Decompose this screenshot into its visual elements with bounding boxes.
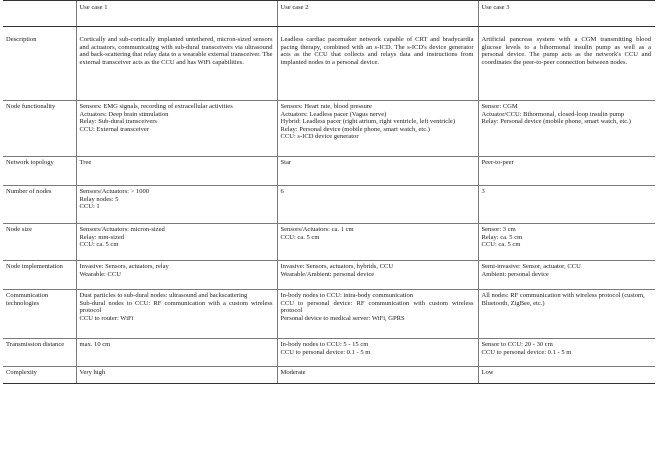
- cell-use-case-2: [277, 157, 478, 186]
- row-label: Complexity: [3, 367, 76, 384]
- cell-line: Very high: [79, 369, 106, 376]
- cell-use-case-3: [478, 224, 655, 261]
- cell-use-case-1: [76, 157, 277, 186]
- cell-line: Peer-to-peer: [481, 159, 514, 166]
- cell-use-case-2: [277, 224, 478, 261]
- cell-use-case-3: [478, 186, 655, 224]
- cell-line: In-body nodes to CCU: intra-body communication: [280, 292, 414, 299]
- cell-line: Wearable: CCU: [79, 270, 121, 278]
- cell-line: Moderate: [280, 369, 306, 376]
- cell-line: CCU to personal device: 0.1 - 5 m: [280, 348, 371, 356]
- cell-line: Sensors: Heart rate, blood pressure: [280, 103, 372, 110]
- cell-line: Artificial pancreas system with a CGM transmitting blood glucose levels to a bihormonal insulin pump as well as a personal device. The pump acts as the network's CCU and coordinates the peer-to-peer connection between nodes.: [481, 36, 651, 66]
- cell-line: Relay: Sub-dural transceivers: [79, 118, 157, 126]
- cell-line: CCU to router: WiFi: [79, 314, 134, 322]
- cell-line: Relay: Personal device (mobile phone, smart watch, etc.): [280, 125, 430, 133]
- table-row-network-topology: [3, 157, 655, 186]
- cell-use-case-1: [76, 339, 277, 367]
- cell-line: Dust particles to sub-dural nodes: ultrasound and backscattering: [79, 292, 248, 299]
- cell-line: Tree: [79, 159, 92, 166]
- cell-use-case-3: [478, 261, 655, 290]
- table-body: [3, 27, 655, 384]
- table-row-node-implementation: [3, 261, 655, 290]
- table-row-complexity: [3, 367, 655, 384]
- cell-line: Relay: ca. 5 cm: [481, 233, 523, 241]
- cell-line: Hybrid: Leadless pacer (right atrium, right ventricle, left ventricle): [280, 118, 456, 126]
- cell-line: Semi-invasive: Sensor, actuator, CCU: [481, 263, 581, 270]
- use-case-comparison-table: [3, 0, 655, 384]
- cell-line: Actuator/CCU: Bihormonal, closed-loop insulin pump: [481, 110, 625, 118]
- cell-line: Sensors/Actuators: ca. 1 cm: [280, 226, 354, 233]
- cell-line: Actuators: Leadless pacer (Vagus nerve): [280, 110, 387, 118]
- cell-line: Actuators: Deep brain stimulation: [79, 110, 169, 118]
- cell-line: Star: [280, 159, 292, 166]
- cell-line: Ambient: personal device: [481, 270, 549, 278]
- cell-use-case-3: [478, 101, 655, 157]
- cell-line: Leadless cardiac pacemaker network capable of CRT and bradycardia pacing therapy, combined with an s-ICD. The s-ICD's device generator acts as the CCU that collects and relays data and instructions from implanted nodes to a personal device.: [280, 36, 474, 66]
- cell-line: Invasive: Sensors, actuators, hybrids, CCU: [280, 263, 394, 270]
- cell-use-case-1: [76, 261, 277, 290]
- cell-use-case-2: [277, 367, 478, 384]
- cell-use-case-1: [76, 186, 277, 224]
- header-use-case-1: Use case 1: [76, 1, 277, 27]
- cell-line: Sensors/Actuators: micron-sized: [79, 226, 165, 233]
- cell-line: Sensor: 3 cm: [481, 226, 516, 233]
- cell-use-case-2: [277, 27, 478, 101]
- cell-line: Sensor: CGM: [481, 103, 518, 110]
- cell-line: Sensor to CCU: 20 - 30 cm: [481, 341, 553, 348]
- cell-line: CCU to personal device: RF communication with custom wireless protocol: [280, 299, 474, 315]
- cell-line: Cortically and sub-cortically implanted untethered, micron-sized sensors and actuators, communicating with sub-dural transceivers via ultrasound and back-scattering that relay data to a wearable external transceiver. The external transceiver acts as the CCU and has WiFi capabilities.: [79, 36, 273, 66]
- cell-use-case-1: [76, 224, 277, 261]
- table-header: [3, 1, 655, 27]
- cell-use-case-3: [478, 27, 655, 101]
- row-label: Description: [6, 36, 37, 43]
- table-row-node-size: [3, 224, 655, 261]
- cell-use-case-1: [76, 101, 277, 157]
- cell-line: CCU: 1: [79, 203, 100, 211]
- cell-line: In-body nodes to CCU: 5 - 15 cm: [280, 341, 369, 348]
- cell-line: 3: [481, 188, 485, 195]
- cell-use-case-3: [478, 367, 655, 384]
- header-corner-cell: [3, 1, 76, 27]
- row-label: Node functionality: [3, 101, 76, 157]
- header-use-case-3: Use case 3: [478, 1, 655, 27]
- cell-use-case-2: [277, 261, 478, 290]
- table-row-transmission-distance: [3, 339, 655, 367]
- cell-line: 6: [280, 188, 284, 195]
- table-row-communication-technologies: [3, 290, 655, 339]
- cell-use-case-3: [478, 339, 655, 367]
- cell-line: Relay: Personal device (mobile phone, smart watch, etc.): [481, 118, 631, 126]
- row-label: Node implementation: [3, 261, 76, 290]
- cell-line: Low: [481, 369, 494, 376]
- cell-line: Relay: mm-sized: [79, 233, 125, 241]
- header-use-case-2: Use case 2: [277, 1, 478, 27]
- row-label: Communication technologies: [3, 290, 76, 339]
- cell-line: CCU: ca. 5 cm: [280, 233, 320, 241]
- cell-use-case-2: [277, 101, 478, 157]
- comparison-table-container: [3, 0, 655, 384]
- cell-line: Wearable/Ambient: personal device: [280, 270, 375, 278]
- cell-line: Personal device to medical server: WiFi, GPRS: [280, 314, 405, 322]
- cell-line: CCU: ca. 5 cm: [481, 241, 521, 249]
- cell-line: max. 10 cm: [79, 341, 111, 348]
- table-row-number-of-nodes: [3, 186, 655, 224]
- cell-use-case-2: [277, 186, 478, 224]
- row-label: Node size: [3, 224, 76, 261]
- cell-use-case-2: [277, 290, 478, 339]
- cell-line: Sensors: EMG signals, recording of extracellular activities: [79, 103, 233, 110]
- cell-line: Sensors/Actuators: > 1000: [79, 188, 150, 195]
- cell-line: CCU: ca. 5 cm: [79, 241, 119, 249]
- cell-use-case-2: [277, 339, 478, 367]
- cell-use-case-3: [478, 290, 655, 339]
- cell-use-case-1: [76, 367, 277, 384]
- cell-line: CCU: External transceiver: [79, 125, 149, 133]
- cell-use-case-1: [76, 27, 277, 101]
- cell-line: Relay nodes: 5: [79, 195, 119, 203]
- cell-use-case-3: [478, 157, 655, 186]
- row-label: Network topology: [3, 157, 76, 186]
- cell-line: Invasive: Sensors, actuators, relay: [79, 263, 169, 270]
- row-label: Transmission distance: [3, 339, 76, 367]
- cell-line: All nodes: RF communication with wireless protocol (custom, Bluetooth, ZigBee, etc.): [481, 292, 645, 307]
- cell-line: Sub-dural nodes to CCU: RF communication with a custom wireless protocol: [79, 299, 273, 315]
- table-row-node-functionality: [3, 101, 655, 157]
- cell-line: CCU to personal device: 0.1 - 5 m: [481, 348, 572, 356]
- cell-line: CCU: s-ICD device generator: [280, 133, 359, 141]
- cell-use-case-1: [76, 290, 277, 339]
- row-label: Number of nodes: [3, 186, 76, 224]
- table-row-description: [3, 27, 655, 101]
- header-row: [3, 1, 655, 27]
